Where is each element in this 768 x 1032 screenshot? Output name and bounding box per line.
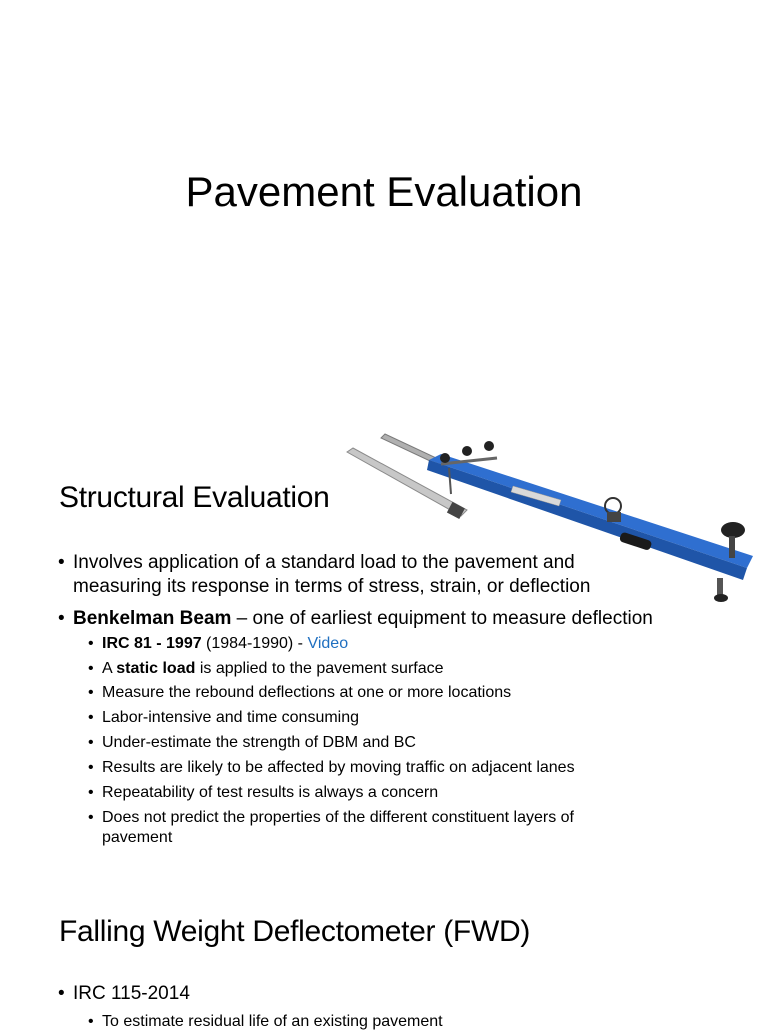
- bullet-marker: •: [88, 635, 94, 652]
- sub-bullet-traffic: • Results are likely to be affected by moving traffic on adjacent lanes: [88, 759, 575, 776]
- section-heading: Structural Evaluation: [59, 481, 330, 514]
- bullet-marker: •: [58, 983, 65, 1004]
- bullet-marker: •: [88, 1013, 94, 1030]
- bullet-load-application: • Involves application of a standard load to the pavement and measuring its response in terms of stress, strain, or deflection: [58, 552, 591, 597]
- sub-bullet-repeatability: • Repeatability of test results is always a concern: [88, 784, 439, 801]
- structural-evaluation-slide: [0, 430, 768, 870]
- bullet-marker: •: [88, 734, 94, 751]
- bullet-irc115: • IRC 115-2014: [58, 983, 190, 1004]
- title-slide: [0, 0, 768, 430]
- sub-bullet-underestimate: • Under-estimate the strength of DBM and BC: [88, 734, 416, 751]
- bullet-marker: •: [88, 809, 94, 826]
- slide-title: Pavement Evaluation: [185, 168, 583, 215]
- sub-bullet-rebound: • Measure the rebound deflections at one or more locations: [88, 684, 512, 701]
- bullet-marker: •: [88, 784, 94, 801]
- sub-bullet-labor: • Labor-intensive and time consuming: [88, 709, 360, 726]
- sub-bullet-residual-life: • To estimate residual life of an existing pavement: [88, 1013, 443, 1030]
- bullet-marker: •: [88, 684, 94, 701]
- sub-bullet-irc81: • IRC 81 - 1997 (1984-1990) - Video: [88, 635, 349, 652]
- bullet-benkelman-beam: • Benkelman Beam – one of earliest equipment to measure deflection: [58, 608, 653, 629]
- video-link[interactable]: Video: [307, 635, 349, 652]
- bullet-marker: •: [88, 759, 94, 776]
- section-heading: Falling Weight Deflectometer (FWD): [59, 915, 531, 948]
- fwd-slide: [0, 870, 768, 1030]
- bullet-marker: •: [88, 660, 94, 677]
- sub-bullet-layers: • Does not predict the properties of the different constituent layers of pavement: [88, 809, 574, 846]
- bullet-marker: •: [58, 608, 65, 629]
- sub-bullet-static-load: • A static load is applied to the pavement surface: [88, 660, 444, 677]
- bullet-marker: •: [88, 709, 94, 726]
- bullet-marker: •: [58, 552, 65, 573]
